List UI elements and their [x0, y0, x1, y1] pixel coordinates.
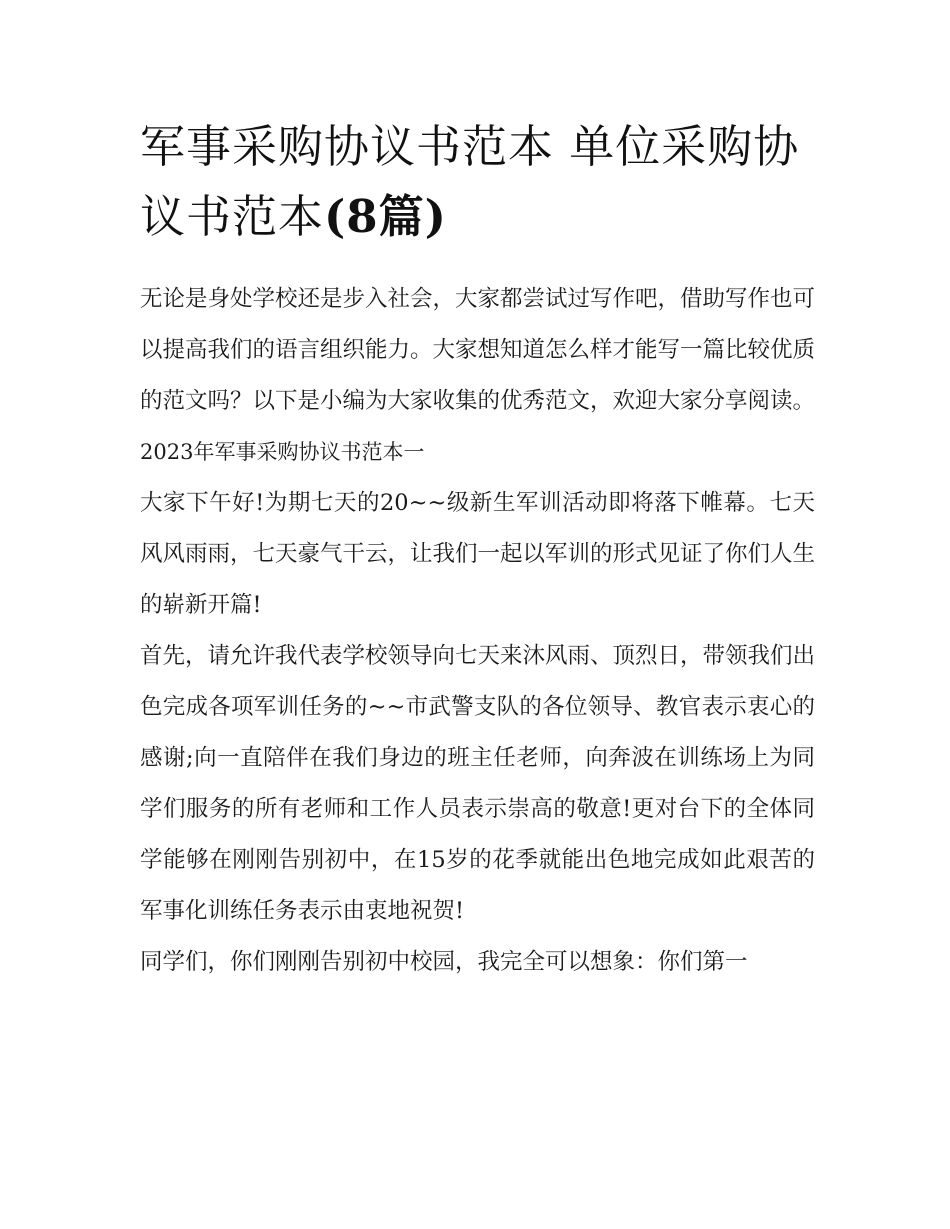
- intro-paragraph: 无论是身处学校还是步入社会，大家都尝试过写作吧，借助写作也可以提高我们的语言组织能力。大家想知道怎么样才能写一篇比较优质的范文吗？以下是小编为大家收集的优秀范文，欢迎大家分享阅读。: [140, 286, 816, 414]
- document-title: [140, 112, 815, 252]
- section-heading: 2023年军事采购协议书范本一: [140, 440, 425, 464]
- body-paragraph: 首先，请允许我代表学校领导向七天来沐风雨、顶烈日，带领我们出色完成各项军训任务的~~市武警支队的各位领导、教官表示衷心的感谢;向一直陪伴在我们身边的班主任老师，向奔波在训练场上为同学们服务的所有老师和工作人员表示崇高的敬意!更对台下的全体同学能够在刚刚告别初中，在15岁的花季就能出色地完成如此艰苦的军事化训练任务表示由衷地祝贺!: [140, 643, 816, 924]
- body-paragraph: 同学们，你们刚刚告别初中校园，我完全可以想象：你们第一: [140, 949, 748, 975]
- title-main: 军事采购协议书范本 单位采购协议书范本: [140, 120, 800, 243]
- title-suffix: (8篇): [324, 190, 447, 243]
- document-page: [140, 112, 815, 988]
- body-paragraph: 大家下午好!为期七天的20~~级新生军训活动即将落下帷幕。七天风风雨雨，七天豪气干云，让我们一起以军训的形式见证了你们人生的崭新开篇!: [140, 490, 816, 618]
